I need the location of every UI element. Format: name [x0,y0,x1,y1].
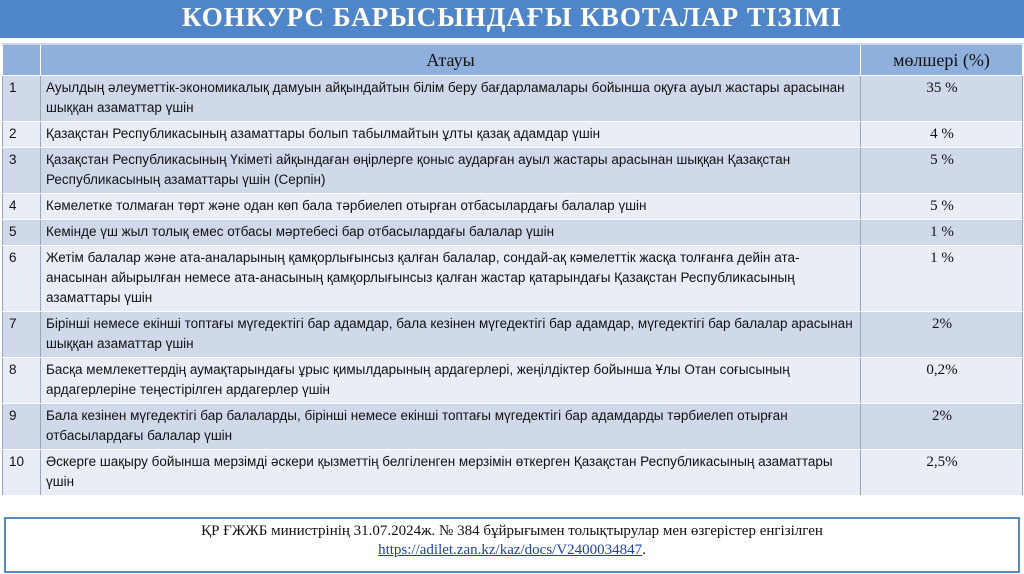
row-share: 1 % [861,220,1023,246]
row-name: Басқа мемлекеттердің аумақтарындағы ұрыс қимылдарының ардагерлері, жеңілдіктер бойынша Ұлы Отан соғысының ардагерлеріне теңестірілген ардагерлер үшін [41,358,861,404]
row-number: 10 [3,450,41,496]
row-name: Жетім балалар және ата-аналарының қамқорлығынсыз қалған балалар, сондай-ақ кәмелеттік жасқа толғанға дейін ата-анасынан айырылған немесе ата-анасының қамқорлығынсыз қалған жастар қатарындағы Қазақстан Республикасының азаматтары үшін [41,246,861,312]
row-share: 2% [861,312,1023,358]
table-row [3,148,1023,194]
row-share: 2,5% [861,450,1023,496]
title-bar [0,0,1024,38]
table-row [3,246,1023,312]
source-link[interactable]: https://adilet.zan.kz/kaz/docs/V2400034847 [378,542,643,558]
row-name: Бірінші немесе екінші топтағы мүгедектігі бар адамдар, бала кезінен мүгедектігі бар адамдар, мүгедектігі бар балалар арасынан шыққан азаматтар үшін [41,312,861,358]
header-name: Атауы [41,44,861,76]
header-number [3,44,41,76]
table-row [3,358,1023,404]
row-name: Әскерге шақыру бойынша мерзімді әскери қызметтің белгіленген мерзімін өткерген Қазақстан Республикасының азаматтары үшін [41,450,861,496]
row-share: 4 % [861,122,1023,148]
row-number: 4 [3,194,41,220]
row-share: 5 % [861,148,1023,194]
row-share: 0,2% [861,358,1023,404]
row-name: Қазақстан Республикасының Үкіметі айқындаған өңірлерге қоныс аударған ауыл жастары арасынан шыққан Қазақстан Республикасының азаматтары үшін (Серпін) [41,148,861,194]
table-row [3,312,1023,358]
row-share: 5 % [861,194,1023,220]
row-number: 2 [3,122,41,148]
row-share: 1 % [861,246,1023,312]
footer-link-line [6,541,1018,560]
row-share: 2% [861,404,1023,450]
row-name: Кемінде үш жыл толық емес отбасы мәртебесі бар отбасылардағы балалар үшін [41,220,861,246]
header-share: мөлшері (%) [861,44,1023,76]
row-share: 35 % [861,76,1023,122]
row-number: 3 [3,148,41,194]
row-number: 6 [3,246,41,312]
table-header-row [3,44,1023,76]
table-row [3,220,1023,246]
table-row [3,450,1023,496]
table-row [3,76,1023,122]
table-row [3,404,1023,450]
quota-table [2,43,1023,496]
row-name: Қазақстан Республикасының азаматтары болып табылмайтын ұлты қазақ адамдар үшін [41,122,861,148]
row-name: Ауылдың әлеуметтік-экономикалық дамуын айқындайтын білім беру бағдарламалары бойынша оқуға ауыл жастары арасынан шыққан азаматтар үшін [41,76,861,122]
footer-suffix: . [642,542,646,558]
row-number: 7 [3,312,41,358]
table-row [3,122,1023,148]
page-title: КОНКУРС БАРЫСЫНДАҒЫ КВОТАЛАР ТІЗІМІ [181,2,843,32]
row-number: 8 [3,358,41,404]
table-row [3,194,1023,220]
row-number: 1 [3,76,41,122]
row-number: 5 [3,220,41,246]
footer-text: ҚР ҒЖЖБ министрінің 31.07.2024ж. № 384 бұйрығымен толықтырулар мен өзгерістер енгізілген [201,523,823,539]
row-number: 9 [3,404,41,450]
row-name: Кәмелетке толмаған төрт және одан көп бала тәрбиелеп отырған отбасылардағы балалар үшін [41,194,861,220]
footer-note [4,517,1020,573]
row-name: Бала кезінен мүгедектігі бар балаларды, бірінші немесе екінші топтағы мүгедектігі бар адамдарды тәрбиелеп отырған отбасылардағы балалар үшін [41,404,861,450]
